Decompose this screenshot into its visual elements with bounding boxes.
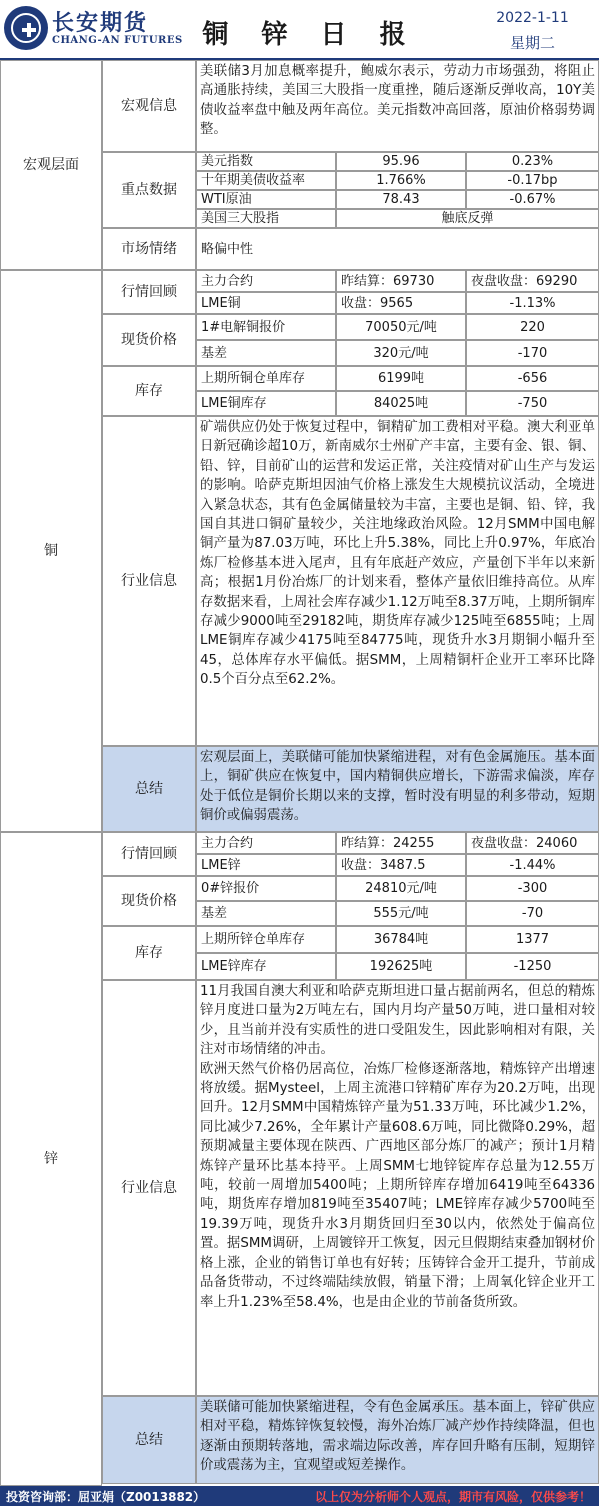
key-value-usd: 95.96	[336, 152, 466, 171]
zn-spot-label: 现货价格	[102, 876, 196, 926]
zn-basis-value: 555元/吨	[336, 901, 466, 926]
zn-shfe-inv-change: 1377	[466, 926, 599, 953]
key-value-stocks: 触底反弹	[336, 209, 599, 228]
cu-spot-value: 70050元/吨	[336, 314, 466, 340]
cu-night-close: 夜盘收盘：69290	[466, 270, 599, 292]
zn-main-contract: 主力合约	[196, 832, 336, 854]
cu-shfe-inv-value: 6199吨	[336, 366, 466, 391]
cu-industry-label: 行业信息	[102, 416, 196, 746]
macro-key-label: 重点数据	[102, 152, 196, 228]
zn-lme-name: LME锌	[196, 854, 336, 876]
cu-review-label: 行情回顾	[102, 270, 196, 314]
zn-industry-paragraph-2: 欧洲天然气价格仍居高位，冶炼厂检修逐渐落地，精炼锌产出增速将放缓。据Mysteel，上周主流港口锌精矿库存为20.2万吨，出现回升。12月SMM中国精炼锌产量为51.33万吨，环比减少1.2%，同比减少7.26%，全年累计产量608.6万吨，同比微降0.29%，超预期减量主要体现在陕西、广西地区部分炼厂的减产；预计1月精炼锌产量环比基本持平。上周SMM七地锌锭库存总量为12.55万吨，较前一周增加5400吨；上期所锌库存增加6419吨至64336吨，期货库存增加819吨至35407吨；LME锌库存减少5700吨至19.39万吨，现货升水3月期货回归至30以内，依然处于偏高位置。据SMM调研，上周镀锌开工恢复，因元旦假期结束叠加钢材价格上涨，企业的销售订单也有好转；压铸锌合金开工提升，节前成品备货带动，不过终端陆续放假，销量下滑；上周氧化锌企业开工率上升1.23%至58.4%，也是由企业的节前备货所致。	[200, 1061, 595, 1310]
macro-info-text: 美联储3月加息概率提升，鲍威尔表示，劳动力市场强劲，将阻止高通胀持续，美国三大股指一度重挫，随后逐渐反弹收高，10Y美债收益率盘中触及两年高位。美元指数冲高回落，原油价格弱势调整。	[196, 60, 599, 152]
macro-mood-value: 略偏中性	[196, 228, 599, 270]
report-weekday: 星期二	[509, 34, 555, 52]
brand-name-en: CHANG-AN FUTURES	[52, 35, 183, 46]
key-change-wti: -0.67%	[466, 190, 599, 209]
zn-lme-inv-change: -1250	[466, 953, 599, 980]
cu-spot-change: 220	[466, 314, 599, 340]
zn-inv-label: 库存	[102, 926, 196, 980]
cu-lme-inv-value: 84025吨	[336, 391, 466, 416]
cu-industry-text: 矿端供应仍处于恢复过程中，铜精矿加工费相对平稳。澳大利亚单日新冠确诊超10万，新南威尔士州矿产丰富，主要有金、银、铜、铅、锌，目前矿山的运营和发运正常，关注疫情对矿山生产与发运的影响。哈萨克斯坦因油气价格上涨发生大规模抗议活动，全境进入紧急状态，其有色金属储量较为丰富，主要也是铜、铅、锌，我国自其进口铜矿量较少，关注地缘政治风险。12月SMM中国电解铜产量为87.03万吨，环比上升5.38%，同比上升0.97%，年底冶炼厂检修基本进入尾声，且有年底赶产效应，产量创下半年以来新高；根据1月份冶炼厂的计划来看，整体产量依旧维持高位。从库存数据来看，上周社会库存减少1.12万吨至8.37万吨，上期所铜库存减少9000吨至29182吨，期货库存减少125吨至6855吨；上周LME铜库存减少4175吨至84775吨，现货升水3月期铜小幅升至45，总体库存水平偏低。据SMM，上周精铜杆企业开工率环比降0.5个百分点至62.2%。	[196, 416, 599, 746]
cu-summary-text: 宏观层面上，美联储可能加快紧缩进程，对有色金属施压。基本面上，铜矿供应在恢复中，国内精铜供应增长，下游需求偏淡，库存处于低位是铜价长期以来的支撑，暂时没有明显的利多带动，短期铜价或偏弱震荡。	[196, 746, 599, 832]
zn-summary-text: 美联储可能加快紧缩进程，令有色金属承压。基本面上，锌矿供应相对平稳，精炼锌恢复较慢，海外冶炼厂减产炒作持续降温，但也逐渐由预期转落地，需求端边际改善，库存回升略有压制，短期锌价或震荡为主，宜观望或短差操作。	[196, 1396, 599, 1484]
footer-analyst: 投资咨询部：屈亚娟（Z0013882）	[6, 1490, 206, 1504]
cu-spot-label: 现货价格	[102, 314, 196, 366]
cu-spot-name: 1#电解铜报价	[196, 314, 336, 340]
key-change-usd: 0.23%	[466, 152, 599, 171]
report-title: 铜 锌 日 报	[202, 20, 418, 50]
key-name-wti: WTI原油	[196, 190, 336, 209]
cu-lme-inv-change: -750	[466, 391, 599, 416]
cu-summary-label: 总结	[102, 746, 196, 832]
zn-lme-inv-value: 192625吨	[336, 953, 466, 980]
macro-info-label: 宏观信息	[102, 60, 196, 152]
zn-industry-text	[196, 980, 599, 1396]
zn-summary-label: 总结	[102, 1396, 196, 1484]
report-header	[0, 0, 599, 60]
cu-shfe-inv-change: -656	[466, 366, 599, 391]
footer-disclaimer: 以上仅为分析师个人观点，期市有风险，仅供参考！	[314, 1490, 591, 1504]
report-date: 2022-1-11	[496, 10, 569, 26]
zn-basis-change: -70	[466, 901, 599, 926]
zn-spot-name: 0#锌报价	[196, 876, 336, 901]
key-value-ust10y: 1.766%	[336, 171, 466, 190]
cu-inv-label: 库存	[102, 366, 196, 416]
zn-industry-label: 行业信息	[102, 980, 196, 1396]
cu-lme-close: 收盘：9565	[336, 292, 466, 314]
zn-review-label: 行情回顾	[102, 832, 196, 876]
zn-night-close: 夜盘收盘：24060	[466, 832, 599, 854]
key-change-ust10y: -0.17bp	[466, 171, 599, 190]
key-name-usd: 美元指数	[196, 152, 336, 171]
zn-lme-inv-name: LME锌库存	[196, 953, 336, 980]
logo-icon	[4, 6, 48, 50]
cu-lme-name: LME铜	[196, 292, 336, 314]
cu-basis-change: -170	[466, 340, 599, 366]
section-macro: 宏观层面	[0, 60, 102, 270]
cu-lme-inv-name: LME铜库存	[196, 391, 336, 416]
zn-shfe-inv-name: 上期所锌仓单库存	[196, 926, 336, 953]
zn-lme-close: 收盘：3487.5	[336, 854, 466, 876]
cu-shfe-inv-name: 上期所铜仓单库存	[196, 366, 336, 391]
zn-industry-paragraph-1: 11月我国自澳大利亚和哈萨克斯坦进口量占据前两名，但总的精炼锌月度进口量为2万吨左右，国内月均产量50万吨，进口量相对较少，且当前并没有实质性的进口受阻发生，因此影响相对有限，关注对市场情绪的冲击。	[200, 984, 595, 1058]
section-zinc: 锌	[0, 832, 102, 1486]
key-value-wti: 78.43	[336, 190, 466, 209]
report-footer	[0, 1486, 599, 1506]
zn-spot-change: -300	[466, 876, 599, 901]
key-name-ust10y: 十年期美债收益率	[196, 171, 336, 190]
zn-spot-value: 24810元/吨	[336, 876, 466, 901]
zn-lme-change: -1.44%	[466, 854, 599, 876]
macro-mood-label: 市场情绪	[102, 228, 196, 270]
zn-basis-name: 基差	[196, 901, 336, 926]
cu-prev-settle: 昨结算：69730	[336, 270, 466, 292]
cu-lme-change: -1.13%	[466, 292, 599, 314]
cu-basis-value: 320元/吨	[336, 340, 466, 366]
zn-shfe-inv-value: 36784吨	[336, 926, 466, 953]
zn-prev-settle: 昨结算：24255	[336, 832, 466, 854]
section-copper: 铜	[0, 270, 102, 832]
cu-main-contract: 主力合约	[196, 270, 336, 292]
cu-basis-name: 基差	[196, 340, 336, 366]
key-name-stocks: 美国三大股指	[196, 209, 336, 228]
brand-name-cn: 长安期货	[52, 11, 149, 36]
